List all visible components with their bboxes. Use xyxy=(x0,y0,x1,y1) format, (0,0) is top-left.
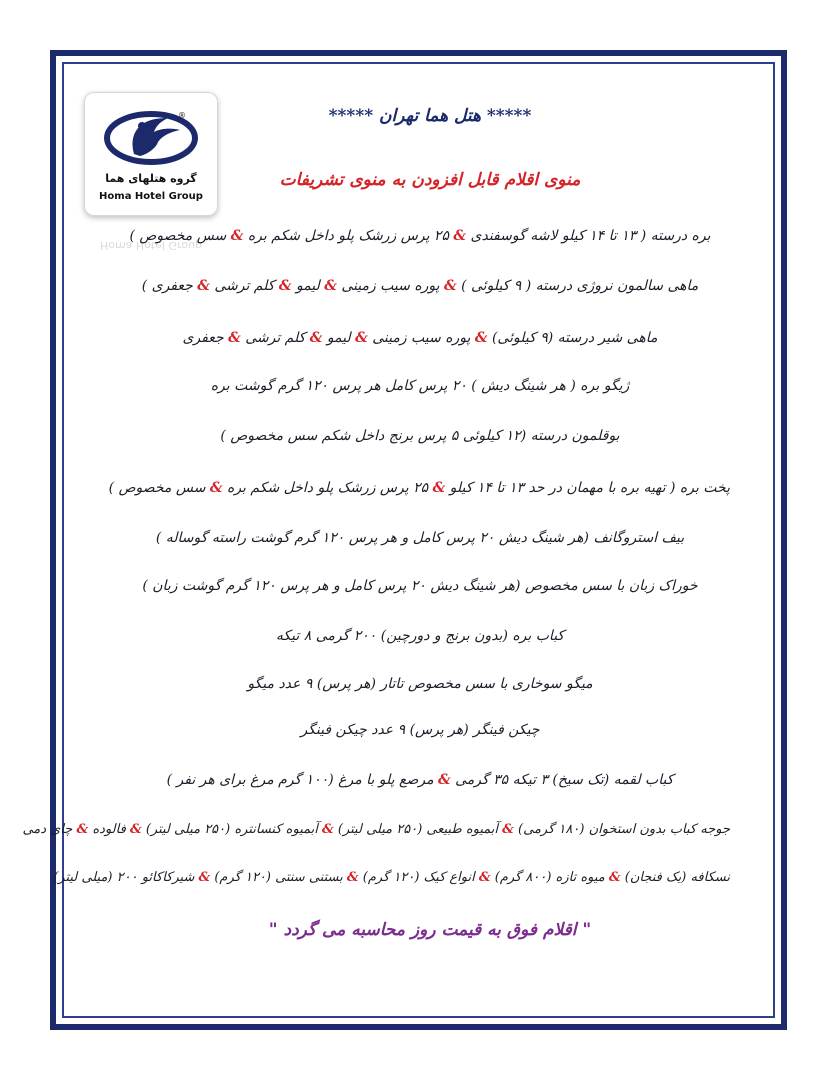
menu-item-text: کباب بره (بدون برنج و دورچین) ۲۰۰ گرمی ۸ تیکه xyxy=(275,628,565,644)
ampersand-separator: & xyxy=(278,278,292,294)
registered-mark: ® xyxy=(178,111,186,120)
menu-item-text: ۲۵ پرس زرشک پلو داخل شکم بره xyxy=(222,480,433,496)
menu-item-line xyxy=(110,480,730,496)
ampersand-separator: & xyxy=(444,278,457,294)
menu-item-text: کباب لقمه (تک سیخ) ۳ تیکه ۳۵ گرمی xyxy=(450,772,674,788)
ampersand-separator: & xyxy=(228,330,241,346)
menu-item-line xyxy=(110,278,730,294)
logo-reflection-text: Homa Hotel Group xyxy=(99,239,203,252)
ampersand-separator: & xyxy=(322,822,334,837)
menu-item-text: مرصع پلو با مرغ (۱۰۰ گرم مرغ برای هر نفر ) xyxy=(166,772,439,788)
menu-item-text: ماهی شیر درسته (۹ کیلوئی) xyxy=(487,330,658,346)
menu-item-text: بیف استروگانف (هر شینگ دیش ۲۰ پرس کامل و هر پرس ۱۲۰ گرم گوشت راسته گوساله ) xyxy=(155,530,685,546)
menu-subtitle: منوی اقلام قابل افزودن به منوی تشریفات xyxy=(279,170,581,190)
menu-item-text: آبمیوه طبیعی (۲۵۰ میلی لیتر) xyxy=(333,822,503,837)
menu-item-text: بوقلمون درسته (۱۲ کیلوئی ۵ پرس برنج داخل شکم سس مخصوص ) xyxy=(220,428,620,444)
ampersand-separator: & xyxy=(324,278,337,294)
ampersand-separator: & xyxy=(502,822,514,837)
menu-item-line xyxy=(110,676,730,692)
ampersand-separator: & xyxy=(355,330,368,346)
menu-item-line xyxy=(22,822,730,837)
menu-item-text: ژیگو بره ( هر شینگ دیش ) ۲۰ پرس کامل هر پرس ۱۲۰ گرم گوشت بره xyxy=(210,378,630,394)
menu-item-line xyxy=(110,378,730,394)
ampersand-separator: & xyxy=(438,772,451,788)
menu-item-text: پوره سیب زمینی xyxy=(336,278,444,294)
ampersand-separator: & xyxy=(198,870,211,885)
menu-item-text: میگو سوخاری با سس مخصوص تاتار (هر پرس) ۹ عدد میگو xyxy=(247,676,593,692)
ampersand-separator: & xyxy=(76,822,89,837)
menu-item-text: سس مخصوص ) xyxy=(129,228,231,244)
menu-item-line xyxy=(110,628,730,644)
menu-item-text: فالوده xyxy=(88,822,130,837)
menu-item-text: انواع کیک (۱۲۰ گرم) xyxy=(358,870,479,885)
ampersand-separator: & xyxy=(129,822,142,837)
price-note: " اقلام فوق به قیمت روز محاسبه می گردد " xyxy=(268,920,592,940)
menu-item-text: بره درسته ( ۱۳ تا ۱۴ کیلو لاشه گوسفندی xyxy=(466,228,711,244)
ampersand-separator: & xyxy=(432,480,446,496)
ampersand-separator: & xyxy=(478,870,491,885)
ampersand-separator: & xyxy=(608,870,621,885)
menu-item-line xyxy=(110,722,730,738)
menu-item-text: چیکن فینگر (هر پرس) ۹ عدد چیکن فینگر xyxy=(300,722,540,738)
menu-item-text: ماهی سالمون نروژی درسته ( ۹ کیلوئی ) xyxy=(456,278,699,294)
ampersand-separator: & xyxy=(309,330,323,346)
menu-item-line xyxy=(110,228,730,244)
logo-name-en: Homa Hotel Group xyxy=(99,191,203,202)
menu-item-text: آبمیوه کنسانتره (۲۵۰ میلی لیتر) xyxy=(141,822,322,837)
homa-hotel-logo xyxy=(84,92,218,216)
ampersand-separator: & xyxy=(346,870,359,885)
menu-item-text: لیمو xyxy=(291,278,325,294)
logo-name-fa: گروه هتلهای هما xyxy=(105,172,197,185)
ampersand-separator: & xyxy=(230,228,244,244)
menu-item-text: کلم ترشی xyxy=(209,278,279,294)
menu-item-text: خوراک زبان با سس مخصوص (هر شینگ دیش ۲۰ پرس کامل و هر پرس ۱۲۰ گرم گوشت زبان ) xyxy=(142,578,698,594)
menu-item-text: میوه تازه (۸۰۰ گرم) xyxy=(490,870,609,885)
menu-item-text: پخت بره ( تهیه بره با مهمان در حد ۱۳ تا ۱۴ کیلو xyxy=(445,480,730,496)
hotel-title: ***** هتل هما تهران ***** xyxy=(328,106,532,126)
menu-item-line xyxy=(110,428,730,444)
menu-item-text: چای دمی xyxy=(22,822,77,837)
menu-item-text: پوره سیب زمینی xyxy=(367,330,475,346)
menu-item-line xyxy=(53,870,730,885)
menu-item-text: سس مخصوص ) xyxy=(108,480,210,496)
menu-item-text: کلم ترشی xyxy=(240,330,310,346)
menu-item-text: جوجه کباب بدون استخوان (۱۸۰ گرمی) xyxy=(513,822,730,837)
menu-item-text: جعفری xyxy=(182,330,229,346)
ampersand-separator: & xyxy=(474,330,488,346)
menu-item-line xyxy=(110,330,730,346)
menu-item-text: بستنی سنتی (۱۲۰ گرم) xyxy=(210,870,347,885)
menu-item-text: نسکافه (یک فنجان) xyxy=(620,870,730,885)
menu-item-line xyxy=(110,578,730,594)
menu-item-text: شیرکاکائو ۲۰۰ (میلی لیتر) xyxy=(53,870,199,885)
ampersand-separator: & xyxy=(209,480,223,496)
menu-item-line xyxy=(110,772,730,788)
ampersand-separator: & xyxy=(453,228,467,244)
ampersand-separator: & xyxy=(197,278,210,294)
menu-item-text: ۲۵ پرس زرشک پلو داخل شکم بره xyxy=(243,228,454,244)
menu-item-text: جعفری ) xyxy=(141,278,198,294)
menu-item-line xyxy=(110,530,730,546)
menu-item-text: لیمو xyxy=(322,330,356,346)
